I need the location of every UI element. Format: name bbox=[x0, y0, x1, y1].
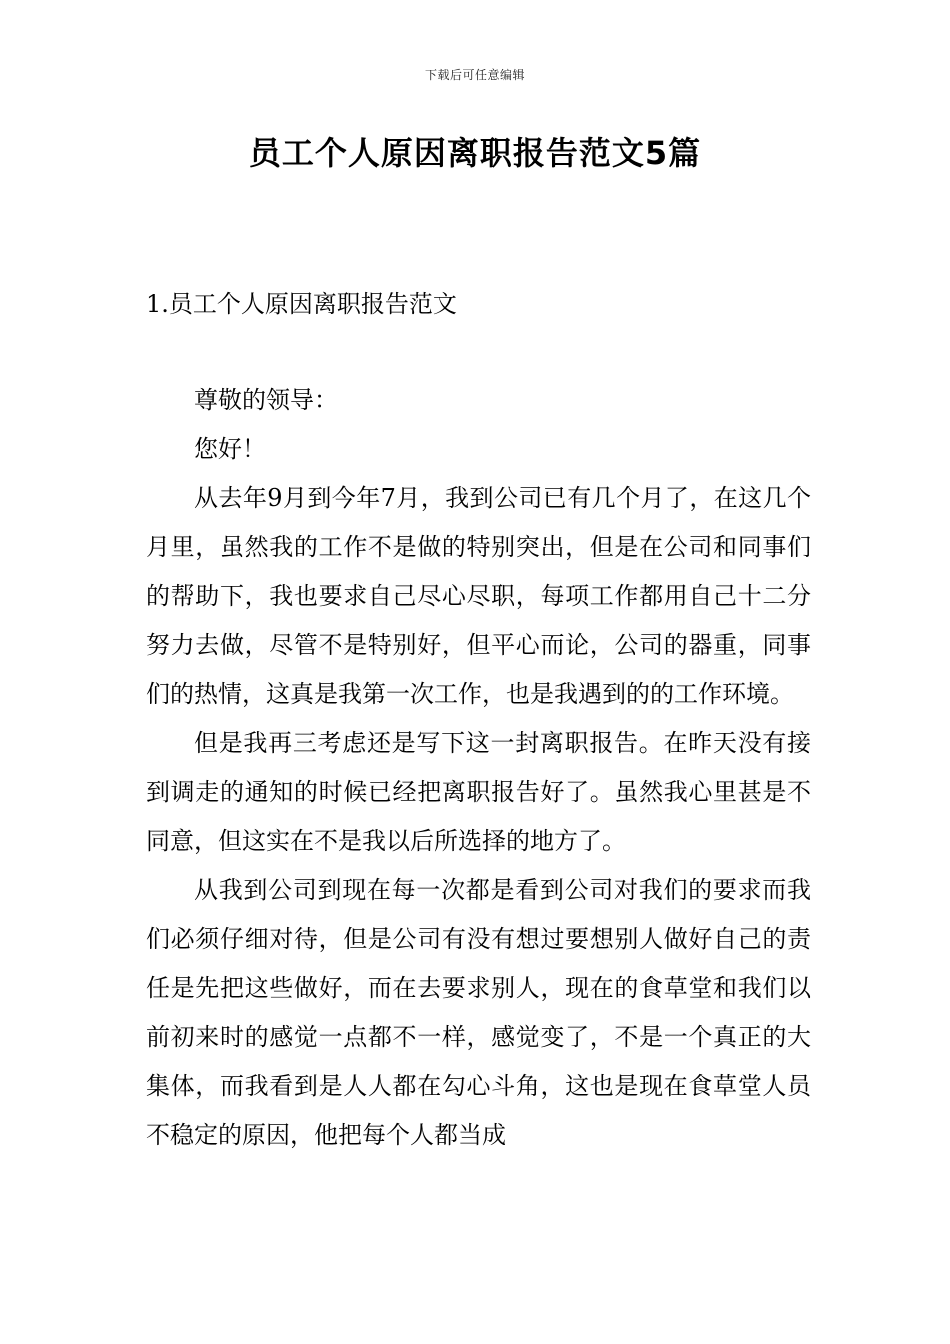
greeting: 您好！ bbox=[194, 435, 266, 463]
header-note: 下载后可任意编辑 bbox=[424, 68, 525, 82]
paragraph: 但是我再三考虑还是写下这一封离职报告。在昨天没有接到调走的通知的时候已经把离职报告好了。虽然我心里甚是不同意，但这实在不是我以后所选择的地方了。 bbox=[146, 729, 811, 855]
paragraph: 从我到公司到现在每一次都是看到公司对我们的要求而我们必须仔细对待，但是公司有没有想过要想别人做好自己的责任是先把这些做好，而在去要求别人，现在的食草堂和我们以前初来时的感觉一点都不一样，感觉变了，不是一个真正的大集体，而我看到是人人都在勾心斗角，这也是现在食草堂人员不稳定的原因，他把每个人都当成 bbox=[146, 876, 811, 1149]
document-title: 员工个人原因离职报告范文5篇 bbox=[248, 134, 702, 172]
salutation: 尊敬的领导： bbox=[194, 386, 338, 414]
section-heading: 1.员工个人原因离职报告范文 bbox=[146, 290, 457, 318]
paragraph: 从去年9月到今年7月，我到公司已有几个月了，在这几个月里，虽然我的工作不是做的特别突出，但是在公司和同事们的帮助下，我也要求自己尽心尽职，每项工作都用自己十二分努力去做，尽管不是特别好，但平心而论，公司的器重，同事们的热情，这真是我第一次工作，也是我遇到的的工作环境。 bbox=[146, 484, 811, 708]
letter-body bbox=[146, 376, 811, 1160]
